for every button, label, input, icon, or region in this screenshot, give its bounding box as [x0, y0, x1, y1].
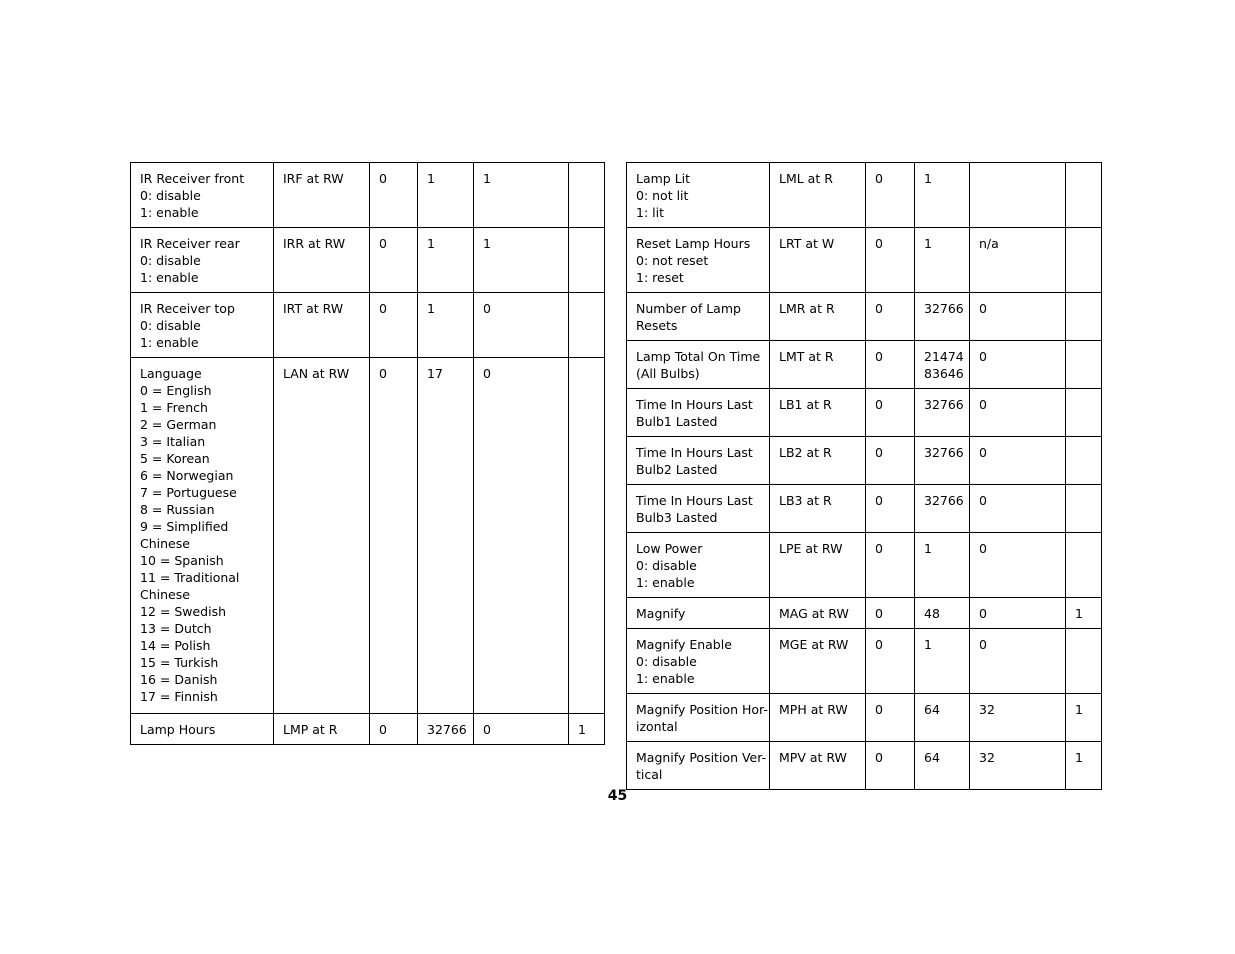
step-cell	[569, 293, 605, 358]
min-cell: 0	[866, 437, 915, 485]
min-cell: 0	[866, 485, 915, 533]
description-line: Lamp Lit	[636, 171, 691, 186]
description-line: 17 = Finnish	[140, 689, 218, 704]
command-cell: LB3 at R	[770, 485, 866, 533]
command-cell: LB2 at R	[770, 437, 866, 485]
max-cell: 1	[915, 629, 970, 694]
command-cell: MAG at RW	[770, 598, 866, 629]
max-cell: 1	[915, 163, 970, 228]
description-line: 14 = Polish	[140, 638, 211, 653]
description-line: Bulb3 Lasted	[636, 510, 718, 525]
description-line: 0: not reset	[636, 253, 709, 268]
description-line: 3 = Italian	[140, 434, 206, 449]
description-line: Time In Hours Last	[636, 397, 753, 412]
max-cell: 1	[418, 163, 474, 228]
step-cell: 1	[1066, 742, 1102, 790]
step-cell: 1	[569, 714, 605, 745]
description-line: (All Bulbs)	[636, 366, 700, 381]
description-line: 8 = Russian	[140, 502, 215, 517]
right-command-table	[626, 162, 1102, 790]
max-cell: 48	[915, 598, 970, 629]
command-cell: IRT at RW	[274, 293, 370, 358]
left-table-body	[131, 163, 605, 745]
description-line: Low Power	[636, 541, 703, 556]
command-cell: LRT at W	[770, 228, 866, 293]
step-cell	[1066, 293, 1102, 341]
command-cell: MPH at RW	[770, 694, 866, 742]
description-cell	[627, 163, 770, 228]
command-cell: LMR at R	[770, 293, 866, 341]
min-cell: 0	[866, 228, 915, 293]
description-line: Lamp Total On Time	[636, 349, 761, 364]
command-cell: LAN at RW	[274, 358, 370, 714]
table-row	[627, 742, 1102, 790]
default-cell: 0	[970, 533, 1066, 598]
default-cell	[970, 163, 1066, 228]
command-cell: MGE at RW	[770, 629, 866, 694]
max-cell: 32766	[915, 485, 970, 533]
table-row	[627, 629, 1102, 694]
step-cell	[569, 163, 605, 228]
max-cell: 32766	[915, 293, 970, 341]
description-line: Bulb2 Lasted	[636, 462, 718, 477]
description-line: Time In Hours Last	[636, 493, 753, 508]
step-cell	[1066, 163, 1102, 228]
min-cell: 0	[370, 358, 418, 714]
table-row	[627, 293, 1102, 341]
description-line: 15 = Turkish	[140, 655, 219, 670]
description-cell	[627, 629, 770, 694]
max-cell: 64	[915, 694, 970, 742]
description-line: Resets	[636, 318, 678, 333]
command-cell: LML at R	[770, 163, 866, 228]
default-cell: 1	[474, 163, 569, 228]
max-cell: 32766	[915, 437, 970, 485]
command-cell: LMT at R	[770, 341, 866, 389]
description-cell	[627, 598, 770, 629]
table-row	[131, 293, 605, 358]
description-line: 1: lit	[636, 205, 664, 220]
table-row	[627, 533, 1102, 598]
min-cell: 0	[370, 163, 418, 228]
table-row	[131, 358, 605, 714]
description-line: 0: not lit	[636, 188, 689, 203]
default-cell: 0	[474, 714, 569, 745]
default-cell: 0	[970, 629, 1066, 694]
description-line: 7 = Portuguese	[140, 485, 237, 500]
min-cell: 0	[866, 598, 915, 629]
min-cell: 0	[370, 714, 418, 745]
default-cell: 32	[970, 694, 1066, 742]
table-row	[627, 228, 1102, 293]
min-cell: 0	[866, 293, 915, 341]
step-cell	[1066, 228, 1102, 293]
table-row	[131, 714, 605, 745]
description-line: 12 = Swedish	[140, 604, 227, 619]
description-line: IR Receiver front	[140, 171, 245, 186]
step-cell	[1066, 389, 1102, 437]
description-line: 1: reset	[636, 270, 684, 285]
description-line: 1: enable	[636, 575, 695, 590]
table-row	[627, 598, 1102, 629]
description-line: 9 = Simplified	[140, 519, 229, 534]
table-row	[627, 163, 1102, 228]
table-row	[627, 341, 1102, 389]
command-cell: LB1 at R	[770, 389, 866, 437]
default-cell: 0	[474, 293, 569, 358]
left-command-table	[130, 162, 605, 745]
description-line: 0 = English	[140, 383, 212, 398]
description-line: IR Receiver rear	[140, 236, 240, 251]
max-cell: 1	[915, 533, 970, 598]
description-line: Magnify Enable	[636, 637, 732, 652]
description-line: 1: enable	[636, 671, 695, 686]
description-cell	[627, 341, 770, 389]
max-cell: 1	[418, 228, 474, 293]
description-line: 1: enable	[140, 335, 199, 350]
table-row	[131, 163, 605, 228]
description-cell	[627, 694, 770, 742]
description-line: Chinese	[140, 587, 190, 602]
right-table-body	[627, 163, 1102, 790]
description-cell	[131, 358, 274, 714]
description-line: Chinese	[140, 536, 190, 551]
max-cell: 32766	[915, 389, 970, 437]
max-cell: 17	[418, 358, 474, 714]
step-cell	[569, 228, 605, 293]
default-cell: 1	[474, 228, 569, 293]
description-line: 16 = Danish	[140, 672, 218, 687]
min-cell: 0	[866, 629, 915, 694]
description-cell	[131, 293, 274, 358]
description-line: 1: enable	[140, 205, 199, 220]
default-cell: 0	[970, 341, 1066, 389]
min-cell: 0	[866, 742, 915, 790]
description-line: 0: disable	[140, 188, 201, 203]
default-cell: 0	[970, 293, 1066, 341]
description-line: Magnify Position Hor-	[636, 702, 768, 717]
default-cell: 0	[970, 437, 1066, 485]
description-line: 0: disable	[140, 318, 201, 333]
description-line: izontal	[636, 719, 678, 734]
description-line: 5 = Korean	[140, 451, 210, 466]
description-line: 0: disable	[636, 558, 697, 573]
description-line: Number of Lamp	[636, 301, 741, 316]
description-line: 10 = Spanish	[140, 553, 224, 568]
step-cell	[1066, 437, 1102, 485]
max-cell: 64	[915, 742, 970, 790]
description-line: 0: disable	[636, 654, 697, 669]
step-cell	[569, 358, 605, 714]
description-line: 11 = Traditional	[140, 570, 240, 585]
description-cell	[627, 742, 770, 790]
description-line: Magnify	[636, 606, 686, 621]
default-cell: 32	[970, 742, 1066, 790]
description-line: tical	[636, 767, 663, 782]
description-cell	[627, 533, 770, 598]
min-cell: 0	[866, 694, 915, 742]
description-line: 1: enable	[140, 270, 199, 285]
table-row	[627, 437, 1102, 485]
description-cell	[627, 437, 770, 485]
page-number: 45	[607, 788, 628, 804]
max-cell: 32766	[418, 714, 474, 745]
description-line: 0: disable	[140, 253, 201, 268]
description-cell	[627, 228, 770, 293]
min-cell: 0	[866, 533, 915, 598]
command-cell: LPE at RW	[770, 533, 866, 598]
description-line: Reset Lamp Hours	[636, 236, 751, 251]
default-cell: 0	[970, 485, 1066, 533]
default-cell: 0	[970, 598, 1066, 629]
min-cell: 0	[370, 228, 418, 293]
min-cell: 0	[866, 389, 915, 437]
default-cell: 0	[474, 358, 569, 714]
command-cell: LMP at R	[274, 714, 370, 745]
description-cell	[627, 293, 770, 341]
step-cell: 1	[1066, 598, 1102, 629]
description-line: Bulb1 Lasted	[636, 414, 718, 429]
min-cell: 0	[866, 341, 915, 389]
step-cell: 1	[1066, 694, 1102, 742]
description-line: Language	[140, 366, 202, 381]
table-row	[627, 694, 1102, 742]
step-cell	[1066, 533, 1102, 598]
description-cell	[131, 163, 274, 228]
command-cell: IRR at RW	[274, 228, 370, 293]
min-cell: 0	[866, 163, 915, 228]
description-line: Time In Hours Last	[636, 445, 753, 460]
table-row	[131, 228, 605, 293]
description-cell	[131, 714, 274, 745]
description-cell	[131, 228, 274, 293]
max-cell: 21474 83646	[915, 341, 970, 389]
default-cell: 0	[970, 389, 1066, 437]
description-line: Lamp Hours	[140, 722, 216, 737]
table-row	[627, 485, 1102, 533]
description-cell	[627, 389, 770, 437]
description-line: 2 = German	[140, 417, 217, 432]
description-line: 1 = French	[140, 400, 208, 415]
description-line: Magnify Position Ver-	[636, 750, 767, 765]
description-line: 13 = Dutch	[140, 621, 212, 636]
default-cell: n/a	[970, 228, 1066, 293]
max-cell: 1	[418, 293, 474, 358]
step-cell	[1066, 341, 1102, 389]
description-line: 6 = Norwegian	[140, 468, 234, 483]
description-line: IR Receiver top	[140, 301, 235, 316]
step-cell	[1066, 485, 1102, 533]
table-row	[627, 389, 1102, 437]
step-cell	[1066, 629, 1102, 694]
max-cell: 1	[915, 228, 970, 293]
min-cell: 0	[370, 293, 418, 358]
command-cell: IRF at RW	[274, 163, 370, 228]
command-cell: MPV at RW	[770, 742, 866, 790]
description-cell	[627, 485, 770, 533]
